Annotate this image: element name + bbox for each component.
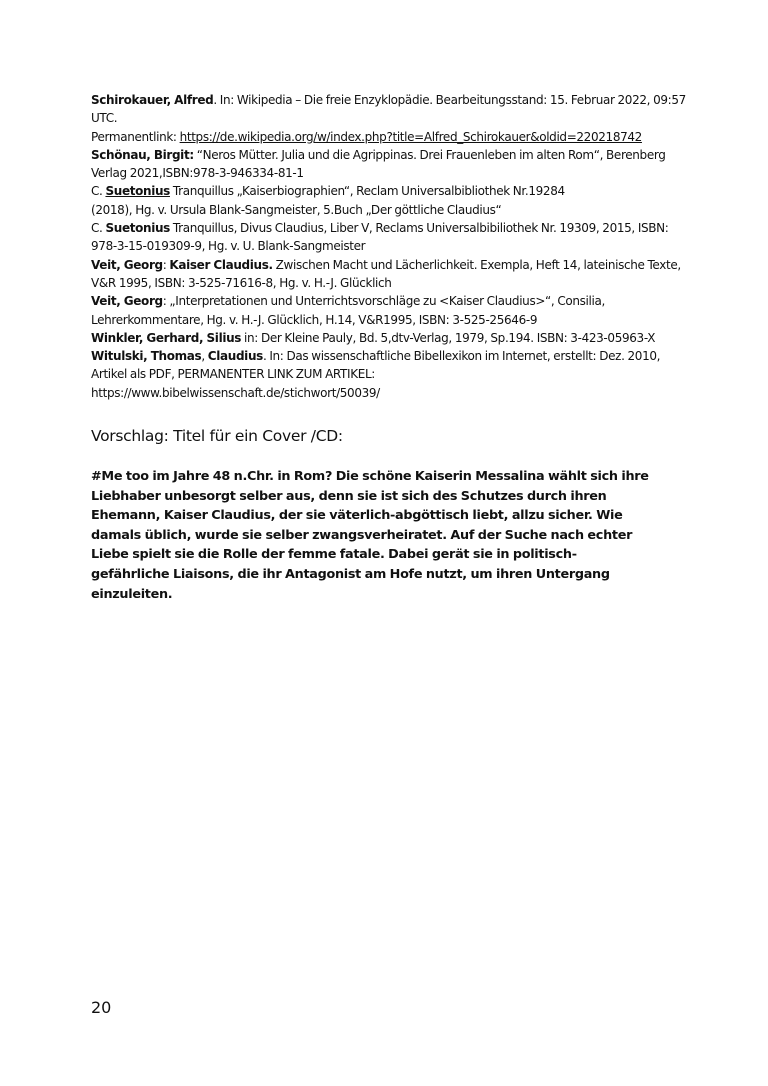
bib-entry-schoenau — [91, 146, 691, 183]
bib-entry-winkler — [91, 329, 691, 347]
permalink-link[interactable]: https://de.wikipedia.org/w/index.php?title=Alfred_Schirokauer&oldid=220218742 — [179, 129, 642, 144]
bibliography-list — [91, 91, 691, 402]
bib-author: Veit, Georg — [91, 257, 163, 272]
bib-entry-schirokauer — [91, 91, 691, 146]
bib-author: Schönau, Birgit: — [91, 147, 194, 162]
bib-entry-suetonius-1 — [91, 182, 691, 219]
bib-entry-suetonius-2 — [91, 219, 691, 256]
bib-text: . In: Wikipedia – Die freie Enzyklopädie. Bearbeitungsstand: 15. Februar 2022, 09:57 UTC. — [91, 93, 686, 126]
bib-text: : „Interpretationen und Unterrichtsvorschläge zu <Kaiser Claudius>“, Consilia, Lehrerkommentare, Hg. v. H.-J. Glücklich, H.14, V&R1995, ISBN: 3-525-25646-9 — [91, 294, 605, 327]
bib-separator: , — [201, 349, 208, 364]
bib-text-line2: (2018), Hg. v. Ursula Blank-Sangmeister, 5.Buch „Der göttliche Claudius“ — [91, 202, 502, 217]
bib-permalink-label: Permanentlink: — [91, 129, 180, 144]
bib-prefix: C. — [91, 184, 106, 199]
bib-title: Claudius — [207, 349, 263, 364]
bib-author: Suetonius — [105, 221, 170, 236]
bib-text: Tranquillus, Divus Claudius, Liber V, Reclams Universalbibiliothek Nr. 19309, 2015, ISBN: 978-3-15-019309-9, Hg. v. U. Blank-Sangmeister — [91, 221, 669, 254]
bib-title: Kaiser Claudius. — [169, 257, 273, 272]
bib-text: Tranquillus „Kaiserbiographien“, Reclam Universalbibliothek Nr.19284 — [169, 184, 565, 199]
bib-text: Zwischen Macht und Lächerlichkeit. Exempla, Heft 14, lateinische Texte, V&R 1995, ISBN: 3-525-71616-8, Hg. v. H.-J. Glücklich — [91, 257, 681, 290]
bib-author: Schirokauer, Alfred — [91, 93, 214, 107]
bib-entry-veit-2 — [91, 292, 691, 329]
bib-entry-witulski — [91, 347, 691, 402]
bib-text: in: Der Kleine Pauly, Bd. 5,dtv-Verlag, 1979, Sp.194. ISBN: 3-423-05963-X — [241, 330, 656, 345]
bib-text: “Neros Mütter. Julia und die Agrippinas. Drei Frauenleben im alten Rom“, Berenberg Verlag 2021,ISBN:978-3-946334-81-1 — [91, 147, 666, 181]
bib-entry-veit-1 — [91, 256, 691, 293]
proposal-text: #Me too im Jahre 48 n.Chr. in Rom? Die schöne Kaiserin Messalina wählt sich ihre Liebhaber unbesorgt selber aus, denn sie ist sich des Schutzes durch ihren Ehemann, Kaiser Claudius, der sie väterlich-abgöttisch liebt, allzu sicher. Wie damals üblich, wurde sie selber zwangsverheiratet. Auf der Suche nach echter Liebe spielt sie die Rolle der femme fatale. Dabei gerät sie in politisch-gefährliche Liaisons, die ihr Antagonist am Hofe nutzt, um ihren Untergang einzuleiten. — [91, 469, 649, 602]
bib-author: Winkler, Gerhard, Silius — [91, 330, 242, 345]
bib-separator: : — [162, 257, 170, 272]
page-number: 20 — [91, 998, 112, 1017]
bib-author: Witulski, Thomas — [91, 349, 202, 364]
bib-author: Veit, Georg — [91, 294, 163, 309]
bib-url: https://www.bibelwissenschaft.de/stichwort/50039/ — [91, 385, 380, 400]
bib-author: Suetonius — [105, 184, 170, 199]
bib-text: . In: Das wissenschaftliche Bibellexikon im Internet, erstellt: Dez. 2010, Artikel als PDF, PERMANENTER LINK ZUM ARTIKEL: — [91, 349, 661, 382]
bib-prefix: C. — [91, 221, 106, 236]
proposal-heading: Vorschlag: Titel für ein Cover /CD: — [91, 427, 343, 445]
